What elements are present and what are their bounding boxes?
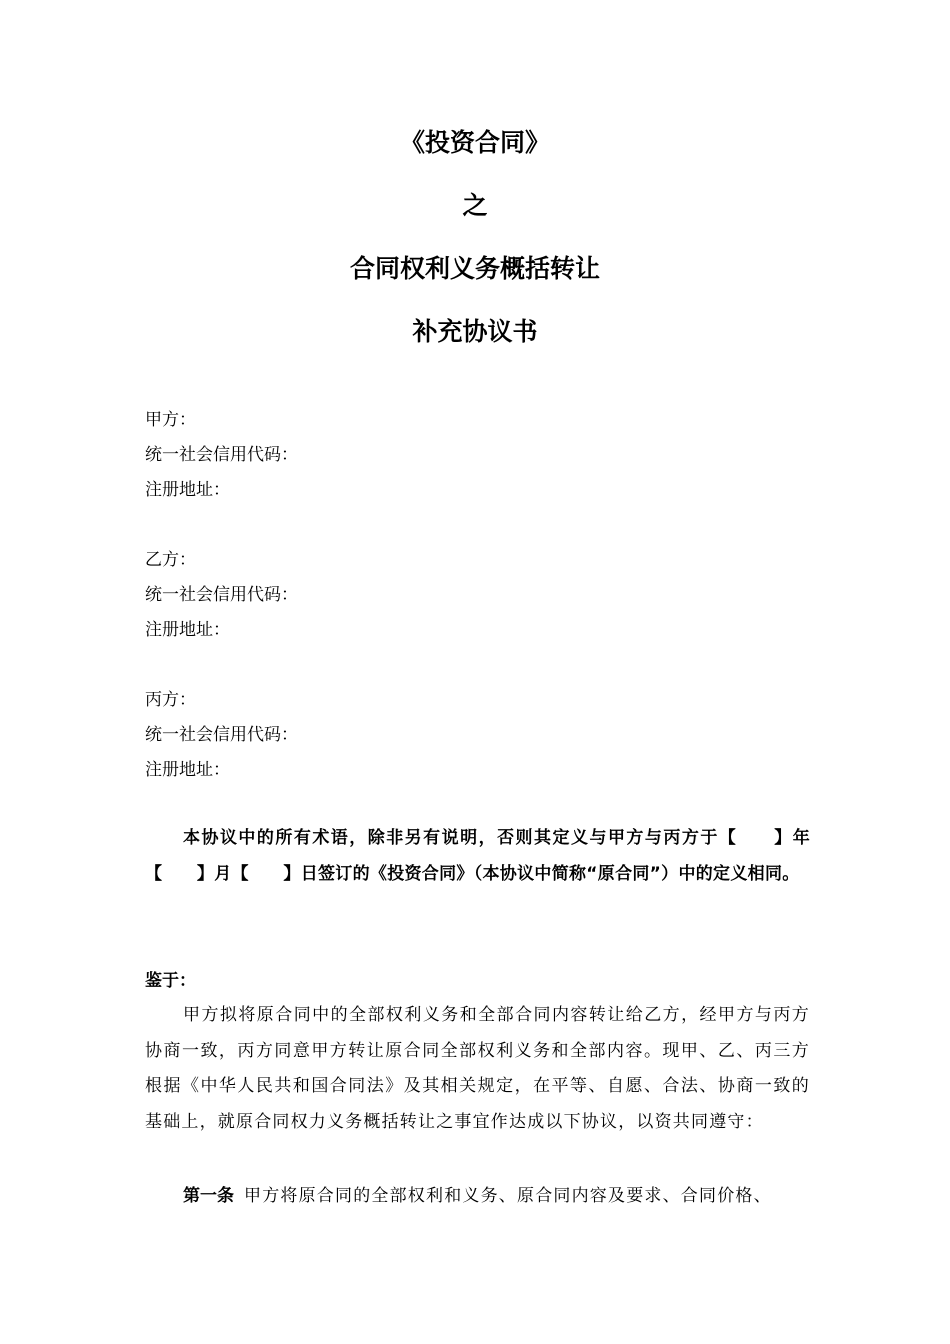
doc-title-line1: 《投资合同》 <box>399 128 550 157</box>
party-b <box>145 543 810 648</box>
whereas-paragraph: 甲方拟将原合同中的全部权利义务和全部合同内容转让给乙方，经甲方与丙方协商一致，丙方同意甲方转让原合同全部权利义务和全部内容。现甲、乙、丙三方根据《中华人民共和国合同法》及其相关规定，在平等、自愿、合法、协商一致的基础上，就原合同权力义务概括转让之事宜作达成以下协议，以资共同遵守： <box>145 1005 810 1132</box>
doc-title-line3: 合同权利义务概括转让 <box>349 254 600 283</box>
doc-title-line2: 之 <box>462 191 488 220</box>
party-a <box>145 403 810 508</box>
article-1-lead: 第一条 <box>183 1186 234 1206</box>
party-a-address-label: 注册地址： <box>145 480 230 500</box>
whereas-heading: 鉴于： <box>145 971 196 991</box>
parties-block <box>145 403 810 823</box>
party-c-address-label: 注册地址： <box>145 760 230 780</box>
doc-title-line4: 补充协议书 <box>412 317 538 346</box>
party-a-name-label: 甲方： <box>145 410 196 430</box>
party-b-code-label: 统一社会信用代码： <box>145 585 298 605</box>
party-c <box>145 683 810 788</box>
party-b-name-label: 乙方： <box>145 550 196 570</box>
party-b-address-label: 注册地址： <box>145 620 230 640</box>
party-c-code-label: 统一社会信用代码： <box>145 725 298 745</box>
definitions-paragraph: 本协议中的所有术语，除非另有说明，否则其定义与甲方与丙方于【 】年【 】月【 】日签订的《投资合同》（本协议中简称“原合同”）中的定义相同。 <box>145 828 810 884</box>
article-1-text: 甲方将原合同的全部权利和义务、原合同内容及要求、合同价格、 <box>244 1186 772 1206</box>
party-c-name-label: 丙方： <box>145 690 196 710</box>
party-a-code-label: 统一社会信用代码： <box>145 445 298 465</box>
article-1 <box>145 1179 810 1215</box>
